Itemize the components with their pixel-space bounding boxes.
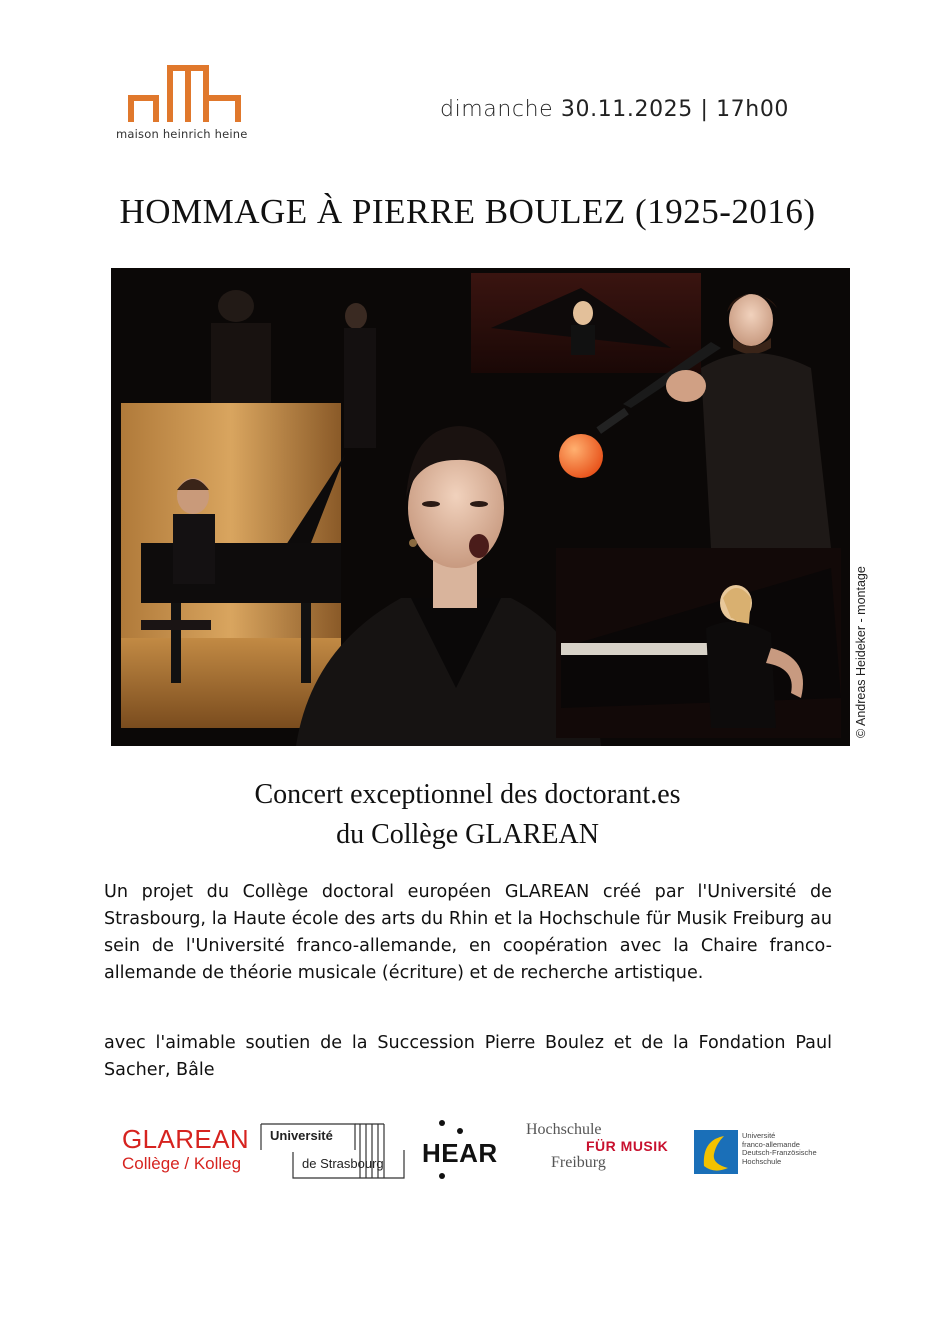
universite-franco-allemande-logo [694,1130,834,1178]
hfm-line-3: Freiburg [551,1154,606,1171]
hfm-line-1: Hochschule [526,1121,602,1138]
ufa-line-4: Hochschule [742,1156,782,1166]
hear-logo-text: HEAR [422,1138,498,1168]
event-day: dimanche [440,97,554,122]
hfm-line-2: FÜR MUSIK [586,1138,669,1154]
date-separator: | [700,97,709,122]
universite-strasbourg-logo [260,1123,406,1179]
unistra-line-1: Université [270,1128,333,1143]
event-date-value: 30.11.2025 [560,97,693,122]
concert-photo-montage [111,268,850,746]
glarean-logo [122,1125,252,1175]
glarean-logo-name: GLAREAN [122,1124,250,1154]
photo-credit-text: © Andreas Heideker - montage [854,566,868,738]
subtitle-line-1: Concert exceptionnel des doctorant.es [254,779,681,810]
unistra-line-2: de Strasbourg [302,1156,384,1171]
hear-logo [420,1118,498,1182]
ufa-text [742,1132,817,1166]
logo-wordmark: maison heinrich heine [116,127,248,141]
support-acknowledgement: avec l'aimable soutien de la Succession Pierre Boulez et de la Fondation Paul Sacher, Bâle [104,1033,832,1080]
event-date [440,97,789,122]
concert-subtitle [0,775,935,855]
event-time: 17h00 [716,97,790,122]
ufa-line-3: Deutsch-Französische [742,1148,817,1157]
project-description: Un projet du Collège doctoral européen GLAREAN créé par l'Université de Strasbourg, la Haute école des arts du Rhin et la Hochschule für Musik Freiburg au sein de l'Université franco-allemande, en coopération avec la Chaire franco-allemande de théorie musicale (écriture) et de recherche artistique. [104,882,832,983]
photo-credit [851,508,875,738]
subtitle-line-2: du Collège GLAREAN [336,819,599,850]
hochschule-musik-freiburg-logo [524,1121,684,1181]
page-title: HOMMAGE À PIERRE BOULEZ (1925-2016) [119,192,816,231]
ufa-line-2: franco-allemande [742,1139,800,1149]
ufa-line-1: Université [742,1131,776,1140]
glarean-logo-sub: Collège / Kolleg [122,1154,242,1173]
